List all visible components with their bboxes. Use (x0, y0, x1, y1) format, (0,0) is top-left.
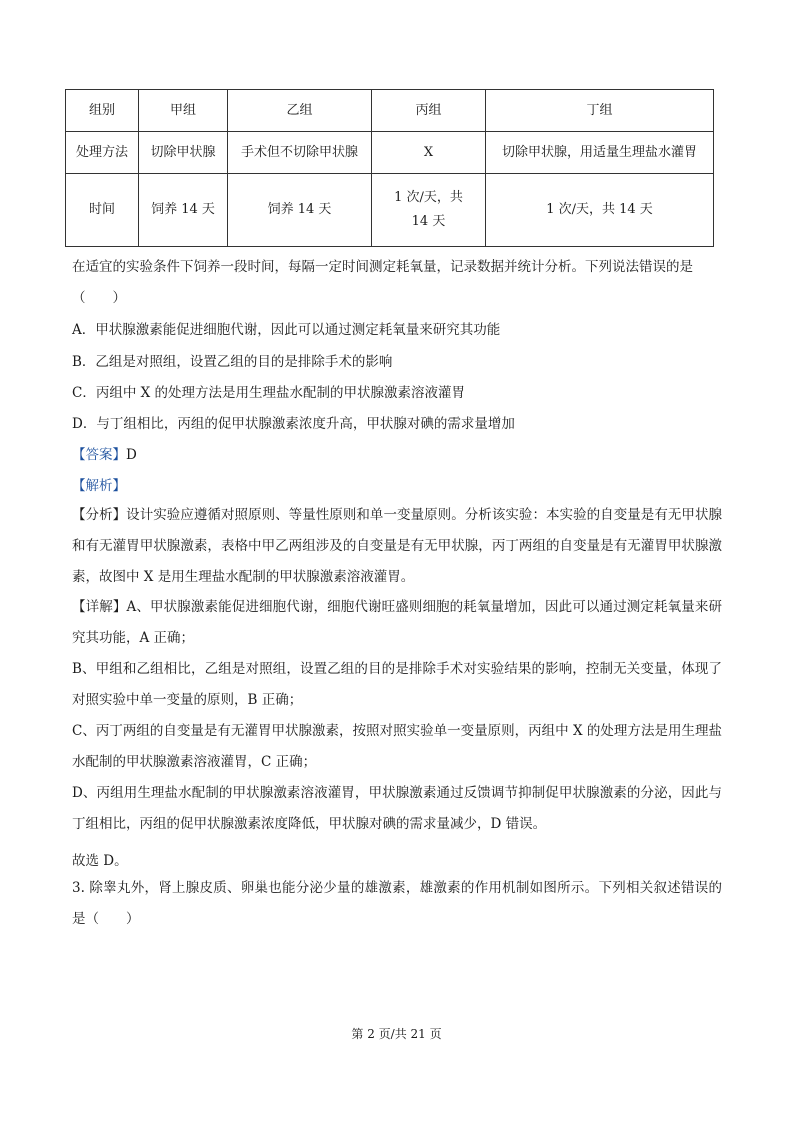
table-cell: 组别 (66, 90, 139, 132)
page-footer: 第 2 页/共 21 页 (351, 1027, 442, 1041)
option-c: C．丙组中 X 的处理方法是用生理盐水配制的甲状腺激素溶液灌胃 (72, 385, 466, 401)
analysis-label: 【分析】 (72, 507, 127, 523)
table-cell: 乙组 (228, 90, 372, 132)
detail-c-paragraph: C、丙丁两组的自变量是有无灌胃甲状腺激素，按照对照实验单一变量原则，丙组中 X 的处理方法是用生理盐水配制的甲状腺激素溶液灌胃，C 正确； (72, 723, 722, 770)
answer-label: 【答案】 (72, 447, 126, 463)
table-cell: 切除甲状腺 (139, 132, 228, 174)
table-cell: 处理方法 (66, 132, 139, 174)
table-cell: 丙组 (372, 90, 486, 132)
table-cell: 1 次/天，共 14 天 (372, 174, 486, 247)
table-cell: 手术但不切除甲状腺 (228, 132, 372, 174)
detail-d-paragraph: D、丙组用生理盐水配制的甲状腺激素溶液灌胃，甲状腺激素通过反馈调节抑制促甲状腺激素的分泌，因此与丁组相比，丙组的促甲状腺激素浓度降低，甲状腺对碘的需求量减少，D 错误。 (72, 785, 722, 832)
table-header-row (66, 90, 714, 132)
table-row (66, 132, 714, 174)
table-cell: 饲养 14 天 (228, 174, 372, 247)
answer-line (72, 443, 137, 463)
answer-bracket: （ ） (72, 290, 126, 306)
option-a: A．甲状腺激素能促进细胞代谢，因此可以通过测定耗氧量来研究其功能 (72, 322, 501, 338)
experiment-table (65, 89, 714, 247)
next-question: 3. 除睾丸外，肾上腺皮质、卵巢也能分泌少量的雄激素，雄激素的作用机制如图所示。下列相关叙述错误的是（ ） (72, 880, 722, 927)
option-b: B．乙组是对照组，设置乙组的目的是排除手术的影响 (72, 354, 393, 370)
table-cell: 切除甲状腺，用适量生理盐水灌胃 (486, 132, 714, 174)
detail-a-paragraph (72, 592, 722, 654)
table-cell: 饲养 14 天 (139, 174, 228, 247)
table-row (66, 174, 714, 247)
table-cell: 甲组 (139, 90, 228, 132)
conclusion: 故选 D。 (72, 853, 128, 869)
analysis-heading-label: 【解析】 (72, 478, 126, 494)
analysis-paragraph (72, 500, 722, 593)
table-cell: 时间 (66, 174, 139, 247)
detail-a-text: A、甲状腺激素能促进细胞代谢，细胞代谢旺盛则细胞的耗氧量增加，因此可以通过测定耗氧量来研究其功能，A 正确； (72, 599, 723, 646)
question-stem-text: 在适宜的实验条件下饲养一段时间，每隔一定时间测定耗氧量，记录数据并统计分析。下列说法错误的是 (72, 259, 693, 275)
detail-label: 【详解】 (72, 599, 127, 615)
option-d: D．与丁组相比，丙组的促甲状腺激素浓度升高，甲状腺对碘的需求量增加 (72, 416, 515, 432)
table-cell: 丁组 (486, 90, 714, 132)
table-cell: X (372, 132, 486, 174)
detail-b-paragraph: B、甲组和乙组相比，乙组是对照组，设置乙组的目的是排除手术对实验结果的影响，控制无关变量，体现了对照实验中单一变量的原则，B 正确； (72, 661, 722, 708)
answer-value: D (126, 447, 137, 463)
table-cell: 1 次/天，共 14 天 (486, 174, 714, 247)
analysis-text: 设计实验应遵循对照原则、等量性原则和单一变量原则。分析该实验：本实验的自变量是有无甲状腺和有无灌胃甲状腺激素，表格中甲乙两组涉及的自变量是有无甲状腺，丙丁两组的自变量是有无灌胃甲状腺激素，故图中 X 是用生理盐水配制的甲状腺激素溶液灌胃。 (72, 507, 723, 585)
analysis-heading (72, 474, 126, 494)
question-stem (72, 252, 722, 314)
